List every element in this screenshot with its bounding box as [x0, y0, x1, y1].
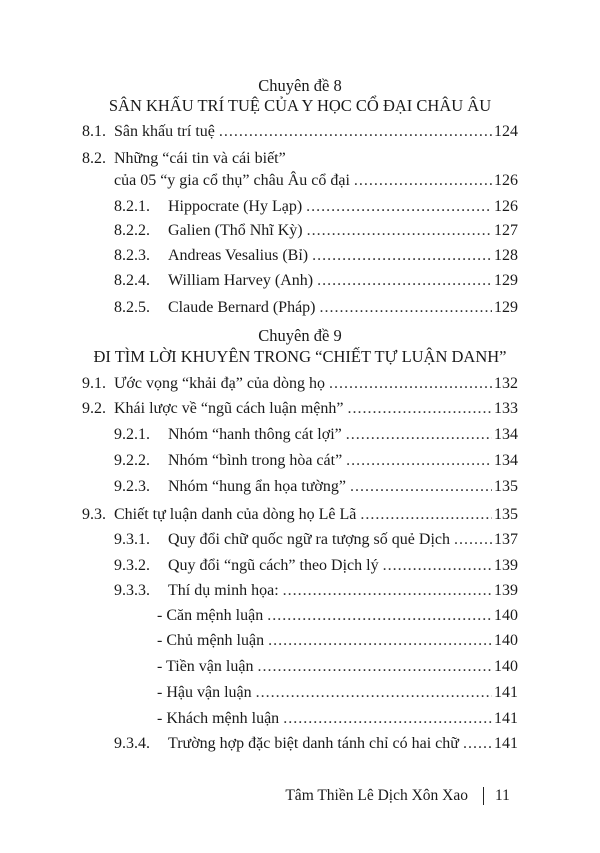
entry-number: 8.2.3. [114, 247, 150, 264]
entry-title: Quy đổi “ngũ cách” theo Dịch lý [168, 557, 379, 574]
dot-leader [463, 733, 492, 755]
entry-page: 140 [494, 658, 518, 675]
entry-title: Nhóm “hung ẩn họa tường” [168, 478, 346, 495]
entry-number: 9.3.2. [114, 557, 150, 574]
entry-number: 9.2.1. [114, 426, 150, 443]
entry-page: 135 [494, 506, 518, 523]
toc-entry [82, 148, 286, 170]
entry-page: 141 [494, 684, 518, 701]
chapter-8-title: SÂN KHẤU TRÍ TUỆ CỦA Y HỌC CỔ ĐẠI CHÂU ÂU [108, 96, 492, 115]
toc-entry [114, 733, 518, 755]
toc-entry [114, 245, 518, 267]
dot-leader [383, 555, 492, 577]
entry-title: Andreas Vesalius (Bỉ) [168, 247, 309, 264]
dot-leader [268, 630, 492, 652]
entry-page: 127 [494, 222, 518, 239]
entry-title: Galien (Thổ Nhĩ Kỳ) [168, 222, 303, 239]
entry-title: Claude Bernard (Pháp) [168, 299, 316, 316]
toc-entry [114, 220, 518, 242]
chapter-9-title: ĐI TÌM LỜI KHUYÊN TRONG “CHIẾT TỰ LUẬN DANH” [93, 347, 507, 366]
entry-number: 9.3. [82, 506, 106, 523]
dot-leader [267, 605, 492, 627]
toc-entry [82, 373, 518, 395]
entry-number: 9.3.1. [114, 531, 150, 548]
dot-leader [454, 529, 492, 551]
toc-entry [114, 424, 518, 446]
toc-entry [157, 708, 518, 730]
dot-leader [317, 270, 492, 292]
toc-entry [114, 270, 518, 292]
dot-leader [283, 708, 492, 730]
dot-leader [350, 476, 492, 498]
entry-title: - Tiền vận luận [157, 658, 254, 675]
entry-page: 137 [494, 531, 518, 548]
entry-number: 8.1. [82, 123, 106, 140]
entry-page: 140 [494, 607, 518, 624]
dot-leader [347, 398, 492, 420]
entry-title: - Khách mệnh luận [157, 710, 280, 727]
entry-page: 141 [494, 735, 518, 752]
entry-page: 126 [494, 172, 518, 189]
entry-page: 132 [494, 375, 518, 392]
toc-entry [157, 605, 518, 627]
dot-leader [346, 424, 492, 446]
dot-leader [346, 450, 492, 472]
toc-entry [82, 398, 518, 420]
chapter-9-label: Chuyên đề 9 [258, 326, 342, 345]
toc-entry [114, 555, 518, 577]
entry-number: 8.2. [82, 150, 106, 167]
toc-entry [157, 630, 518, 652]
entry-title: Chiết tự luận danh của dòng họ Lê Lã [114, 506, 357, 523]
entry-number: 8.2.1. [114, 198, 150, 215]
entry-number: 9.3.4. [114, 735, 150, 752]
entry-title: Những “cái tin và cái biết” [114, 150, 286, 167]
entry-title: Hippocrate (Hy Lạp) [168, 198, 303, 215]
entry-title: Nhóm “hanh thông cát lợi” [168, 426, 342, 443]
page-footer [0, 784, 600, 808]
entry-number: 9.2.3. [114, 478, 150, 495]
entry-number: 9.2.2. [114, 452, 150, 469]
dot-leader [257, 656, 492, 678]
entry-page: 134 [494, 426, 518, 443]
running-title: Tâm Thiền Lê Dịch Xôn Xao [285, 787, 468, 804]
entry-number: 8.2.2. [114, 222, 150, 239]
page-number: 11 [495, 787, 510, 804]
toc-entry [114, 297, 518, 319]
entry-number: 9.2. [82, 400, 106, 417]
toc-entry [114, 170, 518, 192]
entry-title: - Chủ mệnh luận [157, 632, 265, 649]
entry-page: 129 [494, 272, 518, 289]
entry-page: 140 [494, 632, 518, 649]
entry-page: 139 [494, 557, 518, 574]
entry-title: Khái lược về “ngũ cách luận mệnh” [114, 400, 344, 417]
entry-page: 128 [494, 247, 518, 264]
entry-page: 126 [494, 198, 518, 215]
entry-title: Quy đổi chữ quốc ngữ ra tượng số quẻ Dịch [168, 531, 450, 548]
entry-number: 9.3.3. [114, 582, 150, 599]
footer-divider [483, 787, 484, 805]
dot-leader [312, 245, 492, 267]
dot-leader [354, 170, 492, 192]
entry-title: - Căn mệnh luận [157, 607, 264, 624]
toc-entry [82, 121, 518, 143]
entry-page: 141 [494, 710, 518, 727]
dot-leader [329, 373, 492, 395]
toc-entry [114, 196, 518, 218]
dot-leader [320, 297, 492, 319]
entry-title: của 05 “y gia cổ thụ” châu Âu cổ đại [114, 172, 350, 189]
toc-entry [114, 580, 518, 602]
dot-leader [306, 196, 492, 218]
toc-entry [114, 476, 518, 498]
entry-number: 8.2.4. [114, 272, 150, 289]
entry-title: Trường hợp đặc biệt danh tánh chỉ có hai chữ [168, 735, 459, 752]
entry-page: 129 [494, 299, 518, 316]
entry-page: 135 [494, 478, 518, 495]
toc-entry [114, 450, 518, 472]
entry-page: 139 [494, 582, 518, 599]
chapter-8-label: Chuyên đề 8 [258, 76, 342, 95]
entry-title: Ước vọng “khải đạ” của dòng họ [114, 375, 326, 392]
dot-leader [307, 220, 492, 242]
entry-number: 8.2.5. [114, 299, 150, 316]
entry-title: Thí dụ minh họa: [168, 582, 279, 599]
dot-leader [256, 682, 492, 704]
entry-number: 9.1. [82, 375, 106, 392]
toc-entry [157, 656, 518, 678]
toc-entry [157, 682, 518, 704]
entry-title: Nhóm “bình trong hòa cát” [168, 452, 343, 469]
entry-page: 134 [494, 452, 518, 469]
entry-title: - Hậu vận luận [157, 684, 252, 701]
dot-leader [360, 504, 492, 526]
toc-entry [114, 529, 518, 551]
dot-leader [283, 580, 492, 602]
entry-page: 133 [494, 400, 518, 417]
entry-title: Sân khấu trí tuệ [114, 123, 215, 140]
dot-leader [219, 121, 492, 143]
entry-title: William Harvey (Anh) [168, 272, 314, 289]
toc-entry [82, 504, 518, 526]
entry-page: 124 [494, 123, 518, 140]
